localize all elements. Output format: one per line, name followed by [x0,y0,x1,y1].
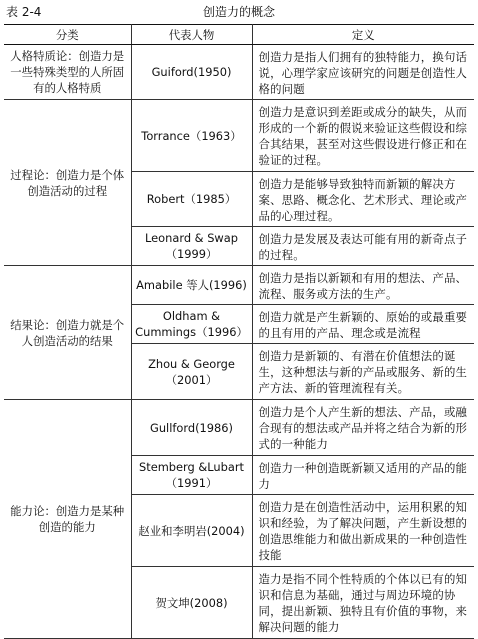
definition-cell: 创造力是指人们拥有的独特能力，换句话说，心理学家应该研究的问题是创造性人格的问题 [252,45,474,100]
person-cell: 贺文坤(2008) [131,567,252,639]
definition-cell: 创造力是指以新颖和有用的想法、产品、流程、服务或方法的生产。 [252,266,474,305]
definition-cell: 创造力是个人产生新的想法、产品，或融合现有的想法或产品并将之结合为新的形式的一种能力 [252,400,474,456]
table-row [4,100,474,172]
category-cell: 人格特质论：创造力是一些特殊类型的人所固有的人格特质 [4,45,131,100]
creativity-concepts-table [4,24,474,639]
table-header-row [4,25,474,45]
person-cell: Stemberg &Lubart（1991） [131,456,252,495]
category-cell: 能力论：创造力是某种创造的能力 [4,400,131,639]
person-cell: Zhou & George（2001） [131,344,252,400]
header-category: 分类 [4,25,131,45]
table-title: 创造力的概念 [202,5,275,19]
table-caption [4,4,474,22]
person-cell: Robert（1985） [131,172,252,227]
person-cell: Guiford(1950) [131,45,252,100]
person-cell: Leonard & Swap（1999） [131,227,252,266]
person-cell: Torrance（1963） [131,100,252,172]
definition-cell: 创造力一种创造既新颖又适用的产品的能力 [252,456,474,495]
header-representative: 代表人物 [131,25,252,45]
category-cell: 过程论：创造力是个体创造活动的过程 [4,100,131,266]
header-definition: 定义 [252,25,474,45]
definition-cell: 创造力是发展及表达可能有用的新奇点子的过程。 [252,227,474,266]
definition-cell: 创造力是新颖的、有潜在价值想法的诞生，这种想法与新的产品或服务、新的生产方法、新的管理流程有关。 [252,344,474,400]
person-cell: Amabile 等人(1996) [131,266,252,305]
definition-cell: 创造力就是产生新颖的、原始的或最重要的且有用的产品、理念或是流程 [252,305,474,344]
table-row [4,45,474,100]
definition-cell: 创造力是在创造性活动中，运用积累的知识和经验，为了解决问题，产生新设想的创造思维能力和做出新成果的一种创造性技能 [252,495,474,567]
definition-cell: 创造力是能够导致独特而新颖的解决方案、思路、概念化、艺术形式、理论或产品的心理过程。 [252,172,474,227]
person-cell: 赵业和李明岩(2004) [131,495,252,567]
definition-cell: 造力是指不同个性特质的个体以已有的知识和信息为基础，通过与周边环境的协同，提出新颖、独特且有价值的事物，来解决问题的能力 [252,567,474,639]
category-cell: 结果论：创造力就是个人创造活动的结果 [4,266,131,400]
definition-cell: 创造力是意识到差距或成分的缺失，从而形成的一个新的假说来验证这些假设和综合其结果，甚至对这些假设进行修正和在验证的过程。 [252,100,474,172]
table-row [4,266,474,305]
table-row [4,400,474,456]
person-cell: Gullford(1986) [131,400,252,456]
table-number: 表 2-4 [6,5,42,19]
person-cell: Oldham & Cummings（1996） [131,305,252,344]
